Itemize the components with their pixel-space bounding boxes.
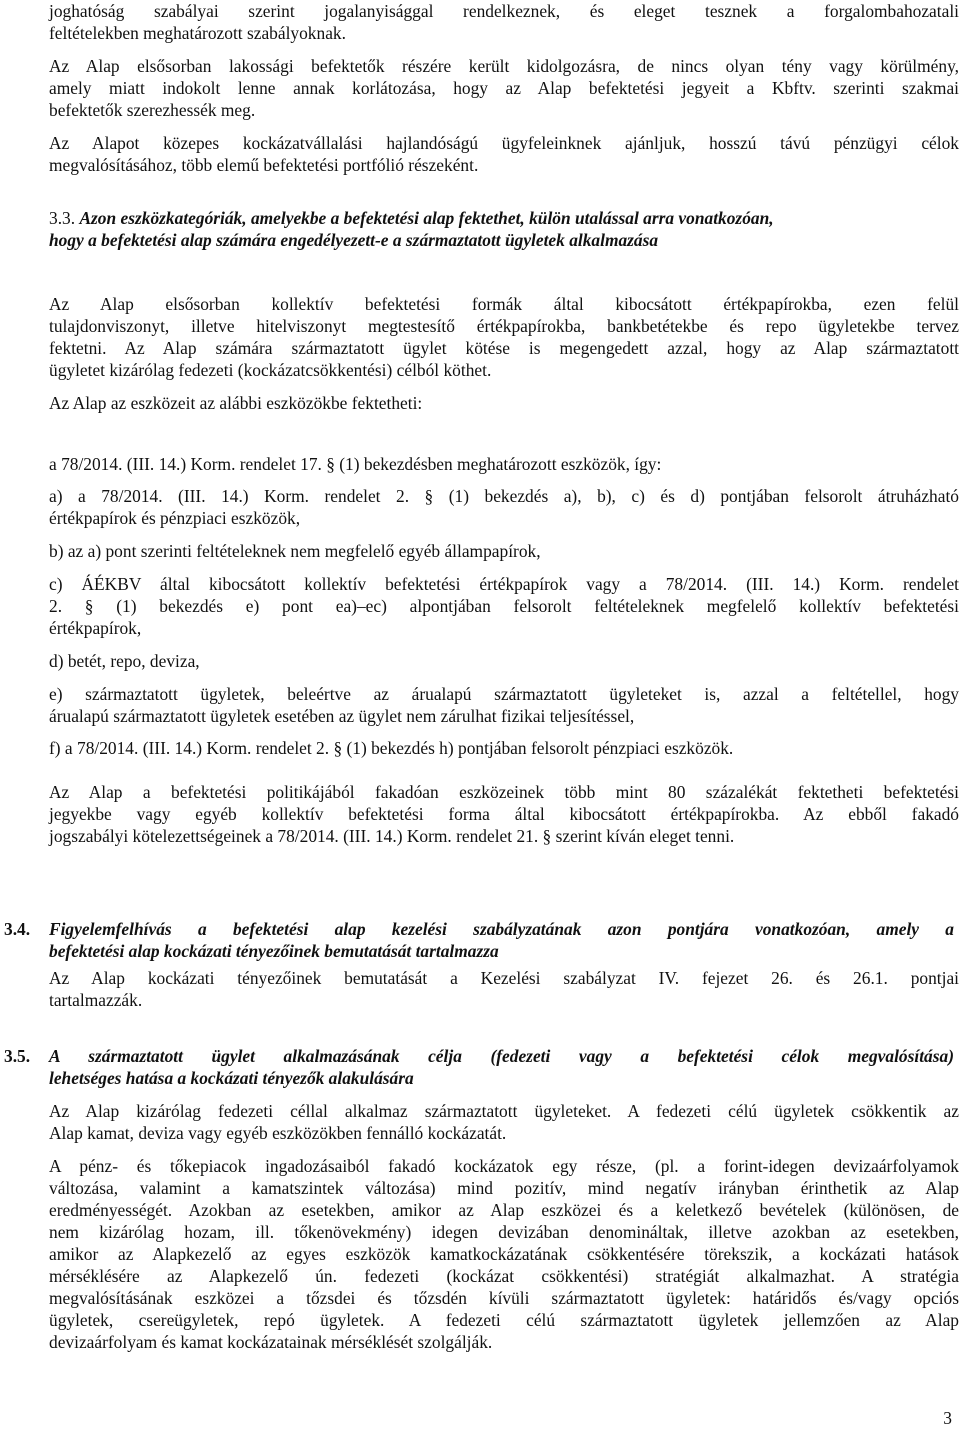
s35-para2-line-6: mérséklésére az Alapkezelő ún. fedezeti (kockázat csökkentési) stratégiát alkalmazhat. A stratégia (49, 1266, 959, 1286)
list-item-a-line-1: a) a 78/2014. (III. 14.) Korm. rendelet 2. § (1) bekezdés a), b), c) és d) pontjában felsorolt átruházható (49, 486, 959, 506)
s33-para1-line-1: Az Alap elsősorban kollektív befektetési formák által kibocsátott értékpapírokba, ezen felül (49, 294, 959, 314)
s35-para2-line-5: amikor az Alapkezelő az egyes eszközök kamatkockázatának csökkentésére törekszik, a kockázati hatások (49, 1244, 959, 1264)
s34-para-line-1: Az Alap kockázati tényezőinek bemutatását a Kezelési szabályzat IV. fejezet 26. és 26.1. pontjai (49, 968, 959, 988)
s35-para2-line-9: devizaárfolyam és kamat kockázatainak mérséklését szolgálják. (49, 1332, 493, 1352)
list-item-c-line-3: értékpapírok, (49, 618, 142, 638)
section-number-3-4: 3.4. (4, 919, 31, 939)
s33-para1-line-2: tulajdonviszonyt, illetve hitelviszonyt megtestesítő értékpapírokba, bankbetétekbe és repo ügyletekbe tervez (49, 316, 959, 336)
section-number-3-5: 3.5. (4, 1046, 31, 1066)
list-item-c-line-1: c) ÁÉKBV által kibocsátott kollektív befektetési értékpapírok vagy a 78/2014. (III. 14.) Korm. rendelet (49, 574, 959, 594)
intro-line-5: befektetők szerezhessék meg. (49, 100, 256, 120)
section-title-3-5-line-1: A származtatott ügylet alkalmazásának célja (fedezeti vagy a befektetési célok megvalósítása) (49, 1046, 954, 1066)
s35-para2-line-3: eredményességét. Azokban az esetekben, amikor az Alap eszközei és a keletkező bevételek (különösen, de (49, 1200, 959, 1220)
list-item-f: f) a 78/2014. (III. 14.) Korm. rendelet 2. § (1) bekezdés h) pontjában felsorolt pénzpiaci eszközök. (49, 738, 734, 758)
s35-para1-line-2: Alap kamat, deviza vagy egyéb eszközökben fennálló kockázatát. (49, 1123, 507, 1143)
list-item-e-line-2: árualapú származtatott ügyletek esetében az ügylet nem zárulhat fizikai teljesítéssel, (49, 706, 635, 726)
s33-para1-line-4: ügyletet kizárólag fedezeti (kockázatcsökkentési) célból köthet. (49, 360, 492, 380)
section-title-3-4-line-1: Figyelemfelhívás a befektetési alap kezelési szabályzatának azon pontjára vonatkozóan, amely a (49, 919, 954, 939)
section-title-line-1: Azon eszközkategóriák, amelyekbe a befektetési alap fektethet, külön utalással arra vonatkozóan, (79, 208, 774, 228)
s35-para1-line-1: Az Alap kizárólag fedezeti céllal alkalmaz származtatott ügyleteket. A fedezeti célú ügyletek csökkentik az (49, 1101, 959, 1121)
intro-line-2: feltételekben meghatározott szabályoknak. (49, 23, 346, 43)
s35-para2-line-2: változása, valamint a kamatszintek változása) mind pozitív, mind negatív irányban érinthetik az Alap (49, 1178, 959, 1198)
intro-line-3: Az Alap elsősorban lakossági befektetők részére került kidolgozásra, de nincs olyan tény vagy körülmény, (49, 56, 959, 76)
s35-para2-line-1: A pénz- és tőkepiacok ingadozásaiból fakadó kockázatok egy része, (pl. a forint-idegen devizaárfolyamok (49, 1156, 959, 1176)
list-item-c-line-2: 2. § (1) bekezdés e) pont ea)–ec) alpontjában felsorolt feltételeknek megfelelő kollektív befektetési (49, 596, 959, 616)
s35-para2-line-4: nem kizárólag hozam, ill. tőkenövekmény) idegen devizában denomináltak, illetve azokban az esetekben, (49, 1222, 959, 1242)
section-title-3-5-line-2: lehetséges hatása a kockázati tényezők alakulására (49, 1068, 414, 1088)
intro-line-1: joghatóság szabályai szerint jogalanyisággal rendelkeznek, és eleget tesznek a forgalombahozatali (49, 1, 959, 21)
intro-line-4: amely miatt indokolt lenne annak korlátozása, hogy az Alap befektetési jegyeit a Kbftv. szerinti szakmai (49, 78, 959, 98)
s33-para2-line-2: jegyekbe vagy egyéb kollektív befektetési forma által kibocsátott értékpapírokba. Az ebből fakadó (49, 804, 959, 824)
section-title-3-4-line-2: befektetési alap kockázati tényezőinek bemutatását tartalmazza (49, 941, 499, 961)
s33-para2-line-3: jogszabályi kötelezettségeinek a 78/2014. (III. 14.) Korm. rendelet 21. § szerint kíván eleget tenni. (49, 826, 735, 846)
list-item-b: b) az a) pont szerinti feltételeknek nem megfelelő egyéb állampapírok, (49, 541, 541, 561)
list-item-e-line-1: e) származtatott ügyletek, beleértve az árualapú származtatott ügyleteket is, azzal a feltétellel, hogy (49, 684, 959, 704)
section-title-line-2: hogy a befektetési alap számára engedélyezett-e a származtatott ügyletek alkalmazása (49, 230, 659, 250)
section-title (49, 207, 959, 251)
s33-para1-line-3: fektetni. Az Alap számára származtatott ügylet kötése is megengedett azzal, hogy az Alap származtatott (49, 338, 959, 358)
s33-para2-line-1: Az Alap a befektetési politikájából fakadóan eszközeinek több mint 80 százalékát fektetheti befektetési (49, 782, 959, 802)
list-intro: a 78/2014. (III. 14.) Korm. rendelet 17. § (1) bekezdésben meghatározott eszközök, így: (49, 454, 662, 474)
section-number: 3.3. (49, 208, 76, 228)
list-item-d: d) betét, repo, deviza, (49, 651, 200, 671)
assets-intro: Az Alap az eszközeit az alábbi eszközökbe fektetheti: (49, 393, 423, 413)
page-number: 3 (943, 1408, 952, 1428)
s35-para2-line-8: ügyletek, csereügyletek, repó ügyletek. A fedezeti célú származtatott ügyletek jellemzően az Alap (49, 1310, 959, 1330)
s34-para-line-2: tartalmazzák. (49, 990, 143, 1010)
intro-line-6: Az Alapot közepes kockázatvállalási hajlandóságú ügyfeleinknek ajánljuk, hosszú távú pénzügyi célok (49, 133, 959, 153)
list-item-a-line-2: értékpapírok és pénzpiaci eszközök, (49, 508, 301, 528)
intro-line-7: megvalósításához, több elemű befektetési portfólió részeként. (49, 155, 479, 175)
s35-para2-line-7: megvalósításának eszközei a tőzsdei és tőzsdén kívüli származtatott ügyletek: határidős és/vagy opciós (49, 1288, 959, 1308)
section-heading-3-3 (49, 207, 959, 251)
